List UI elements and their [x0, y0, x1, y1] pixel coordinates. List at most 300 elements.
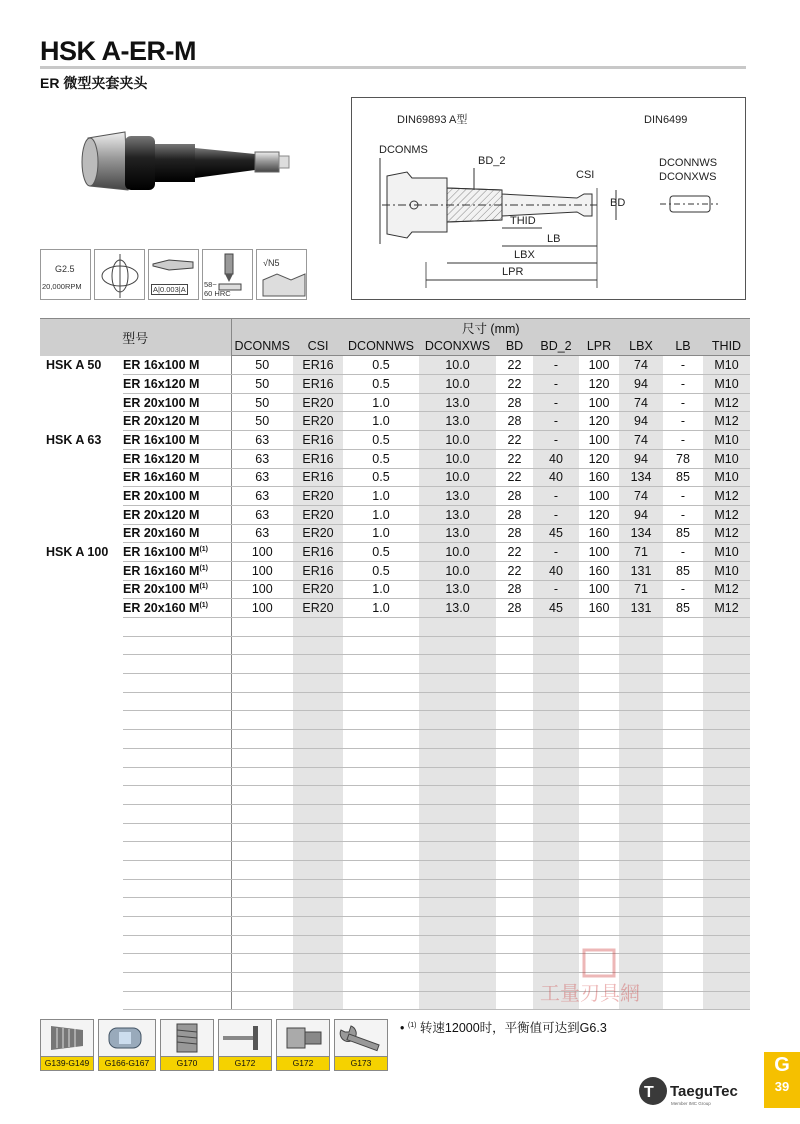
- empty-cell: [419, 748, 496, 767]
- empty-cell: [496, 711, 533, 730]
- empty-row: [40, 786, 750, 805]
- holder-cell: [40, 711, 123, 730]
- cell-lb: 85: [663, 524, 703, 543]
- empty-cell: [619, 730, 663, 749]
- empty-cell: [496, 860, 533, 879]
- cell-bd: 22: [496, 468, 533, 487]
- cell-bd-2: -: [533, 487, 579, 506]
- empty-cell: [663, 842, 703, 861]
- empty-cell: [343, 618, 419, 637]
- holder-cell: [40, 842, 123, 861]
- empty-cell: [419, 917, 496, 936]
- bd-label: BD: [610, 197, 626, 209]
- gyroscope-icon: [94, 249, 145, 300]
- empty-cell: [343, 767, 419, 786]
- empty-row: [40, 655, 750, 674]
- empty-cell: [419, 655, 496, 674]
- title-rule: [40, 66, 746, 69]
- empty-cell: [496, 655, 533, 674]
- table-row: [40, 487, 750, 506]
- runout-datum: A: [153, 285, 159, 294]
- cell-dconms: 63: [231, 449, 293, 468]
- model-code: ER 20x100 M: [123, 395, 200, 410]
- cell-dconxws: 10.0: [419, 431, 496, 450]
- hardness-icon: [202, 249, 253, 300]
- model-code: ER 20x120 M: [123, 507, 200, 522]
- empty-cell: [619, 655, 663, 674]
- holder-cell: [40, 393, 123, 412]
- empty-cell: [419, 842, 496, 861]
- empty-cell: [703, 674, 750, 693]
- empty-cell: [496, 991, 533, 1010]
- tool-collet: [40, 1019, 94, 1071]
- hardness-text: 58~ 60 HRC: [204, 280, 231, 298]
- empty-cell: [663, 730, 703, 749]
- holder-cell: [40, 935, 123, 954]
- empty-cell: [579, 842, 619, 861]
- model-code: ER 20x100 M: [123, 582, 200, 597]
- cell-dconms: 50: [231, 393, 293, 412]
- empty-cell: [703, 973, 750, 992]
- dimension-diagram: [351, 97, 746, 300]
- model-cell: [123, 393, 231, 412]
- empty-cell: [663, 618, 703, 637]
- holder-cell: [40, 561, 123, 580]
- cell-dconms: 100: [231, 561, 293, 580]
- empty-cell: [703, 898, 750, 917]
- cell-bd: 28: [496, 599, 533, 618]
- empty-cell: [703, 692, 750, 711]
- table-header-row-1: [40, 319, 750, 338]
- cell-lbx: 134: [619, 468, 663, 487]
- empty-cell: [293, 692, 343, 711]
- spec-table-body: [40, 356, 750, 1010]
- cell-csi: ER20: [293, 524, 343, 543]
- empty-cell: [419, 954, 496, 973]
- cell-bd: 28: [496, 505, 533, 524]
- model-cell: [123, 823, 231, 842]
- cell-bd-2: -: [533, 375, 579, 394]
- col-header-thid: THID: [703, 337, 750, 356]
- cell-lbx: 74: [619, 487, 663, 506]
- cell-bd-2: -: [533, 505, 579, 524]
- model-cell: [123, 786, 231, 805]
- col-header-bd-2: BD_2: [533, 337, 579, 356]
- empty-cell: [663, 898, 703, 917]
- empty-cell: [496, 823, 533, 842]
- empty-cell: [343, 991, 419, 1010]
- holder-cell: [40, 580, 123, 599]
- empty-cell: [419, 692, 496, 711]
- empty-cell: [579, 860, 619, 879]
- model-code: ER 20x120 M: [123, 414, 200, 429]
- empty-cell: [343, 973, 419, 992]
- cell-bd-2: 40: [533, 449, 579, 468]
- cell-lbx: 131: [619, 561, 663, 580]
- model-cell: [123, 692, 231, 711]
- empty-cell: [231, 973, 293, 992]
- cell-lb: -: [663, 543, 703, 562]
- empty-cell: [533, 842, 579, 861]
- col-header-lb: LB: [663, 337, 703, 356]
- empty-cell: [293, 618, 343, 637]
- empty-cell: [293, 804, 343, 823]
- tool-page-ref: G173: [334, 1057, 388, 1071]
- empty-cell: [231, 767, 293, 786]
- dims-header: 尺寸 (mm): [231, 319, 750, 338]
- empty-cell: [619, 692, 663, 711]
- cell-lpr: 100: [579, 543, 619, 562]
- empty-row: [40, 898, 750, 917]
- empty-cell: [496, 748, 533, 767]
- table-row: [40, 561, 750, 580]
- cell-dconxws: 13.0: [419, 524, 496, 543]
- cell-csi: ER16: [293, 431, 343, 450]
- empty-cell: [419, 973, 496, 992]
- model-cell: [123, 505, 231, 524]
- cell-csi: ER16: [293, 543, 343, 562]
- empty-cell: [343, 823, 419, 842]
- empty-cell: [343, 692, 419, 711]
- model-footnote-mark: (1): [199, 602, 208, 610]
- empty-cell: [703, 804, 750, 823]
- cell-dconnws: 1.0: [343, 505, 419, 524]
- holder-cell: [40, 618, 123, 637]
- holder-cell: [40, 823, 123, 842]
- empty-cell: [579, 917, 619, 936]
- empty-cell: [496, 618, 533, 637]
- tool-page-ref: G172: [276, 1057, 330, 1071]
- cell-dconms: 100: [231, 599, 293, 618]
- cell-csi: ER16: [293, 468, 343, 487]
- empty-cell: [293, 860, 343, 879]
- empty-cell: [231, 991, 293, 1010]
- empty-cell: [663, 823, 703, 842]
- cell-lpr: 160: [579, 599, 619, 618]
- cell-thid: M12: [703, 393, 750, 412]
- runout-ref: A: [180, 285, 186, 294]
- holder-cell: [40, 599, 123, 618]
- empty-cell: [343, 730, 419, 749]
- holder-cell: HSK A 50: [46, 358, 102, 373]
- cell-lb: 85: [663, 468, 703, 487]
- empty-cell: [579, 636, 619, 655]
- empty-row: [40, 730, 750, 749]
- max-rpm-text: 20,000RPM: [42, 282, 82, 291]
- empty-cell: [533, 917, 579, 936]
- tool-t-wrench: [218, 1019, 272, 1071]
- model-cell: [123, 973, 231, 992]
- holder-cell: [40, 991, 123, 1010]
- cell-dconnws: 0.5: [343, 375, 419, 394]
- cell-bd: 28: [496, 393, 533, 412]
- table-row: [40, 449, 750, 468]
- empty-cell: [231, 804, 293, 823]
- empty-cell: [496, 917, 533, 936]
- empty-cell: [293, 898, 343, 917]
- cell-bd: 22: [496, 356, 533, 375]
- model-cell: [123, 842, 231, 861]
- empty-cell: [619, 711, 663, 730]
- model-code: ER 20x160 M: [123, 601, 200, 616]
- cell-dconnws: 0.5: [343, 561, 419, 580]
- table-row: [40, 412, 750, 431]
- model-code: ER 16x160 M: [123, 470, 200, 485]
- cell-dconnws: 0.5: [343, 431, 419, 450]
- cell-dconms: 100: [231, 580, 293, 599]
- model-cell: [123, 618, 231, 637]
- empty-cell: [496, 879, 533, 898]
- empty-cell: [231, 935, 293, 954]
- empty-cell: [619, 804, 663, 823]
- model-cell: [123, 655, 231, 674]
- cell-lb: -: [663, 375, 703, 394]
- empty-cell: [231, 786, 293, 805]
- cell-lbx: 134: [619, 524, 663, 543]
- cell-dconnws: 1.0: [343, 412, 419, 431]
- cell-csi: ER16: [293, 375, 343, 394]
- cell-bd-2: -: [533, 412, 579, 431]
- empty-cell: [533, 655, 579, 674]
- cell-lbx: 71: [619, 543, 663, 562]
- empty-cell: [496, 730, 533, 749]
- empty-cell: [419, 804, 496, 823]
- cell-lpr: 100: [579, 431, 619, 450]
- holder-cell: [40, 898, 123, 917]
- collet-icon: [40, 1019, 94, 1057]
- cell-lpr: 120: [579, 412, 619, 431]
- model-cell: [123, 487, 231, 506]
- empty-cell: [419, 674, 496, 693]
- footnote-text: 转速12000时，平衡值可达到G6.3: [416, 1021, 607, 1035]
- product-photo: [70, 110, 300, 210]
- empty-cell: [496, 804, 533, 823]
- empty-cell: [496, 636, 533, 655]
- brand-tagline: Member IMC Group: [671, 1101, 711, 1106]
- cell-dconnws: 1.0: [343, 580, 419, 599]
- table-row: [40, 468, 750, 487]
- empty-cell: [579, 618, 619, 637]
- table-row: [40, 599, 750, 618]
- roughness-text: √N5: [263, 258, 280, 268]
- empty-cell: [419, 879, 496, 898]
- empty-cell: [619, 748, 663, 767]
- holder-cell: [40, 487, 123, 506]
- empty-cell: [663, 767, 703, 786]
- cell-dconms: 50: [231, 412, 293, 431]
- model-cell: [123, 879, 231, 898]
- empty-cell: [343, 711, 419, 730]
- model-cell: [123, 468, 231, 487]
- empty-cell: [231, 748, 293, 767]
- empty-row: [40, 860, 750, 879]
- empty-cell: [533, 692, 579, 711]
- cell-dconxws: 13.0: [419, 599, 496, 618]
- empty-cell: [496, 935, 533, 954]
- empty-cell: [293, 823, 343, 842]
- cell-thid: M12: [703, 412, 750, 431]
- feature-icons: [40, 249, 307, 300]
- empty-row: [40, 748, 750, 767]
- empty-cell: [231, 692, 293, 711]
- cell-lb: -: [663, 356, 703, 375]
- cell-dconxws: 13.0: [419, 412, 496, 431]
- empty-cell: [419, 898, 496, 917]
- brand-name: TaeguTec: [670, 1083, 738, 1100]
- table-row: [40, 524, 750, 543]
- empty-cell: [293, 842, 343, 861]
- empty-cell: [343, 860, 419, 879]
- holder-cell: [40, 804, 123, 823]
- empty-cell: [231, 898, 293, 917]
- cell-dconnws: 0.5: [343, 468, 419, 487]
- tool-screw: [160, 1019, 214, 1071]
- empty-row: [40, 618, 750, 637]
- page-title: HSK A-ER-M: [40, 36, 196, 66]
- empty-row: [40, 636, 750, 655]
- cell-dconxws: 10.0: [419, 543, 496, 562]
- cell-lbx: 94: [619, 412, 663, 431]
- lb-label: LB: [547, 233, 561, 245]
- empty-row: [40, 823, 750, 842]
- model-code: ER 16x100 M: [123, 545, 200, 560]
- empty-cell: [496, 692, 533, 711]
- holder-cell: [40, 860, 123, 879]
- col-header-lbx: LBX: [619, 337, 663, 356]
- empty-cell: [619, 786, 663, 805]
- col-header-dconms: DCONMS: [231, 337, 293, 356]
- cell-lbx: 94: [619, 449, 663, 468]
- spec-table: [40, 318, 750, 1010]
- footnote-mark: (1): [407, 1022, 417, 1029]
- cell-dconms: 63: [231, 468, 293, 487]
- table-row: [40, 505, 750, 524]
- empty-cell: [533, 767, 579, 786]
- empty-cell: [703, 655, 750, 674]
- empty-cell: [343, 898, 419, 917]
- col-header-csi: CSI: [293, 337, 343, 356]
- cell-lpr: 100: [579, 487, 619, 506]
- holder-cell: [40, 767, 123, 786]
- cell-bd-2: 45: [533, 599, 579, 618]
- empty-cell: [703, 748, 750, 767]
- col-header-lpr: LPR: [579, 337, 619, 356]
- cell-dconms: 50: [231, 356, 293, 375]
- cell-bd: 22: [496, 375, 533, 394]
- empty-cell: [533, 674, 579, 693]
- holder-cell: [40, 692, 123, 711]
- empty-cell: [533, 636, 579, 655]
- empty-cell: [579, 786, 619, 805]
- empty-row: [40, 804, 750, 823]
- table-row: [40, 431, 750, 450]
- model-header: 型号: [40, 319, 231, 356]
- standard-left-label: DIN69893 A型: [397, 114, 468, 126]
- model-cell: [123, 767, 231, 786]
- page-subtitle: ER 微型夹套夹头: [40, 75, 148, 91]
- empty-cell: [293, 655, 343, 674]
- empty-cell: [663, 860, 703, 879]
- cell-dconnws: 1.0: [343, 393, 419, 412]
- tool-page-ref: G166-G167: [98, 1057, 156, 1071]
- watermark: [540, 948, 670, 1008]
- model-cell: [123, 674, 231, 693]
- model-cell: [123, 356, 231, 375]
- cell-lb: -: [663, 487, 703, 506]
- model-cell: [123, 917, 231, 936]
- cell-bd: 28: [496, 524, 533, 543]
- empty-cell: [703, 786, 750, 805]
- empty-cell: [619, 917, 663, 936]
- empty-cell: [703, 767, 750, 786]
- empty-cell: [703, 842, 750, 861]
- empty-cell: [663, 879, 703, 898]
- empty-cell: [619, 879, 663, 898]
- empty-cell: [533, 618, 579, 637]
- empty-cell: [419, 991, 496, 1010]
- cell-dconnws: 0.5: [343, 449, 419, 468]
- empty-cell: [293, 991, 343, 1010]
- cell-bd: 22: [496, 431, 533, 450]
- cell-lbx: 94: [619, 505, 663, 524]
- section-letter: G: [774, 1054, 790, 1076]
- empty-row: [40, 842, 750, 861]
- cell-bd-2: -: [533, 393, 579, 412]
- cell-lpr: 160: [579, 468, 619, 487]
- empty-cell: [343, 842, 419, 861]
- empty-cell: [703, 991, 750, 1010]
- empty-cell: [343, 879, 419, 898]
- cell-csi: ER20: [293, 393, 343, 412]
- accessory-tools: [40, 1019, 388, 1071]
- empty-cell: [419, 935, 496, 954]
- footnote-bullet: •: [400, 1021, 405, 1035]
- cell-lpr: 100: [579, 580, 619, 599]
- empty-cell: [619, 898, 663, 917]
- holder-cell: [40, 524, 123, 543]
- tool-page-ref: G172: [218, 1057, 272, 1071]
- holder-cell: [40, 468, 123, 487]
- empty-cell: [579, 823, 619, 842]
- model-code: ER 16x120 M: [123, 451, 200, 466]
- empty-cell: [663, 636, 703, 655]
- empty-cell: [293, 954, 343, 973]
- tool-stop-screw: [276, 1019, 330, 1071]
- cell-dconnws: 1.0: [343, 487, 419, 506]
- tool-page-ref: G170: [160, 1057, 214, 1071]
- empty-cell: [533, 711, 579, 730]
- empty-cell: [231, 860, 293, 879]
- cell-dconxws: 10.0: [419, 375, 496, 394]
- cell-thid: M12: [703, 524, 750, 543]
- model-cell: [123, 804, 231, 823]
- holder-cell: [40, 748, 123, 767]
- empty-cell: [579, 692, 619, 711]
- empty-cell: [579, 711, 619, 730]
- empty-cell: [579, 748, 619, 767]
- cell-dconxws: 13.0: [419, 393, 496, 412]
- empty-cell: [619, 823, 663, 842]
- empty-cell: [579, 879, 619, 898]
- tool-spanner: [334, 1019, 388, 1071]
- empty-cell: [703, 618, 750, 637]
- empty-cell: [231, 711, 293, 730]
- cell-dconms: 50: [231, 375, 293, 394]
- cell-lpr: 160: [579, 524, 619, 543]
- taegutec-logo: [638, 1074, 754, 1108]
- model-code: ER 20x100 M: [123, 489, 200, 504]
- empty-cell: [496, 898, 533, 917]
